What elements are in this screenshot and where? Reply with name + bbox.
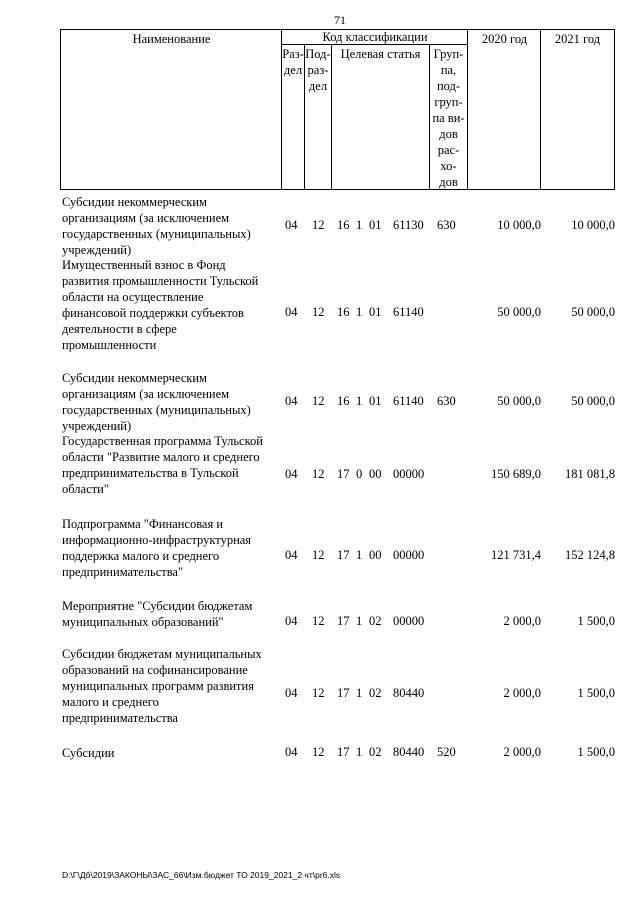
cs4-value: 80440 [393,686,425,700]
razdel-value: 04 [285,614,298,628]
vr-value: 630 [437,218,456,232]
header-razdel-label: Раз- дел [282,47,304,77]
header-podrazdel-label: Под- раз- дел [305,47,331,93]
podrazdel-value: 12 [312,614,325,628]
y2020-value: 2 000,0 [503,745,541,759]
cs3-value: 00 [369,548,382,562]
header-year2-cell [540,29,615,190]
cs4-value: 61140 [393,394,424,408]
y2021-value: 50 000,0 [571,394,615,408]
cs4-value: 00000 [393,548,425,562]
cs1-value: 17 [337,467,350,481]
y2020-value: 10 000,0 [497,218,541,232]
cs2-value: 1 [356,305,363,319]
header-year1-cell [467,29,541,190]
header-celevaya-cell [331,44,430,190]
footer-file-path: D:\Г\Дб\2019\ЗАКОНЫ\ЗАС_66\Изм.бюджет ТО 2019_2021_2 чт\pr6.xls [62,870,341,880]
y2021-value: 1 500,0 [577,614,615,628]
cs2-value: 1 [356,614,363,628]
header-year2-label: 2021 год [554,32,601,46]
cs1-value: 16 [337,394,350,408]
razdel-value: 04 [285,686,298,700]
cs3-value: 01 [369,305,382,319]
header-code-cell [281,29,468,45]
row-name: Субсидии бюджетам муниципальных образований на софинансирование муниципальных программ развития малого и среднего предпринимательства [62,647,262,725]
y2021-value: 152 124,8 [565,548,615,562]
row-name: Государственная программа Тульской области "Развитие малого и среднего предпринимательства в Тульской области" [62,434,263,496]
cs4-value: 61140 [393,305,424,319]
y2021-value: 1 500,0 [577,686,615,700]
cs4-value: 00000 [393,614,425,628]
row-name: Имущественный взнос в Фонд развития промышленности Тульской области на осуществление финансовой поддержки субъектов деятельности в сфере промышленности [62,258,259,352]
cs4-value: 00000 [393,467,425,481]
podrazdel-value: 12 [312,305,325,319]
cs2-value: 1 [356,745,363,759]
y2020-value: 50 000,0 [497,305,541,319]
y2020-value: 2 000,0 [503,614,541,628]
razdel-value: 04 [285,394,298,408]
cs3-value: 02 [369,745,382,759]
cs2-value: 0 [356,467,363,481]
razdel-value: 04 [285,548,298,562]
cs3-value: 01 [369,218,382,232]
vr-value: 520 [437,745,456,759]
cs4-value: 61130 [393,218,424,232]
header-celevaya-label: Целевая статья [340,47,421,61]
header-name-label: Наименование [132,32,211,46]
y2021-value: 50 000,0 [571,305,615,319]
cs1-value: 17 [337,614,350,628]
cs2-value: 1 [356,548,363,562]
y2021-value: 10 000,0 [571,218,615,232]
cs2-value: 1 [356,218,363,232]
y2021-value: 181 081,8 [565,467,615,481]
header-year1-label: 2020 год [481,32,528,46]
cs1-value: 16 [337,305,350,319]
cs1-value: 17 [337,548,350,562]
header-gruppa-label: Груп- па, под- груп- па ви- дов рас- хо- дов [432,47,465,189]
podrazdel-value: 12 [312,467,325,481]
cs3-value: 00 [369,467,382,481]
cs1-value: 17 [337,686,350,700]
vr-value: 630 [437,394,456,408]
row-name: Подпрограмма "Финансовая и информационно-инфраструктурная поддержка малого и среднего предпринимательства" [62,517,252,579]
razdel-value: 04 [285,305,298,319]
cs3-value: 02 [369,614,382,628]
cs1-value: 17 [337,745,350,759]
row-name: Субсидии некоммерческим организациям (за исключением государственных (муниципальных) учреждений) [62,371,251,433]
cs1-value: 16 [337,218,350,232]
cs3-value: 02 [369,686,382,700]
page-number: 71 [334,13,346,27]
podrazdel-value: 12 [312,218,325,232]
y2020-value: 150 689,0 [491,467,541,481]
cs2-value: 1 [356,394,363,408]
podrazdel-value: 12 [312,548,325,562]
y2020-value: 50 000,0 [497,394,541,408]
cs2-value: 1 [356,686,363,700]
row-name: Мероприятие "Субсидии бюджетам муниципальных образований" [62,599,253,629]
podrazdel-value: 12 [312,686,325,700]
header-name-cell [60,29,282,190]
y2020-value: 121 731,4 [491,548,541,562]
podrazdel-value: 12 [312,745,325,759]
header-code-label: Код классификации [322,30,428,44]
row-name: Субсидии [62,746,115,760]
row-name: Субсидии некоммерческим организациям (за исключением государственных (муниципальных) учреждений) [62,195,251,257]
cs4-value: 80440 [393,745,425,759]
podrazdel-value: 12 [312,394,325,408]
razdel-value: 04 [285,745,298,759]
razdel-value: 04 [285,218,298,232]
razdel-value: 04 [285,467,298,481]
y2021-value: 1 500,0 [577,745,615,759]
y2020-value: 2 000,0 [503,686,541,700]
cs3-value: 01 [369,394,382,408]
